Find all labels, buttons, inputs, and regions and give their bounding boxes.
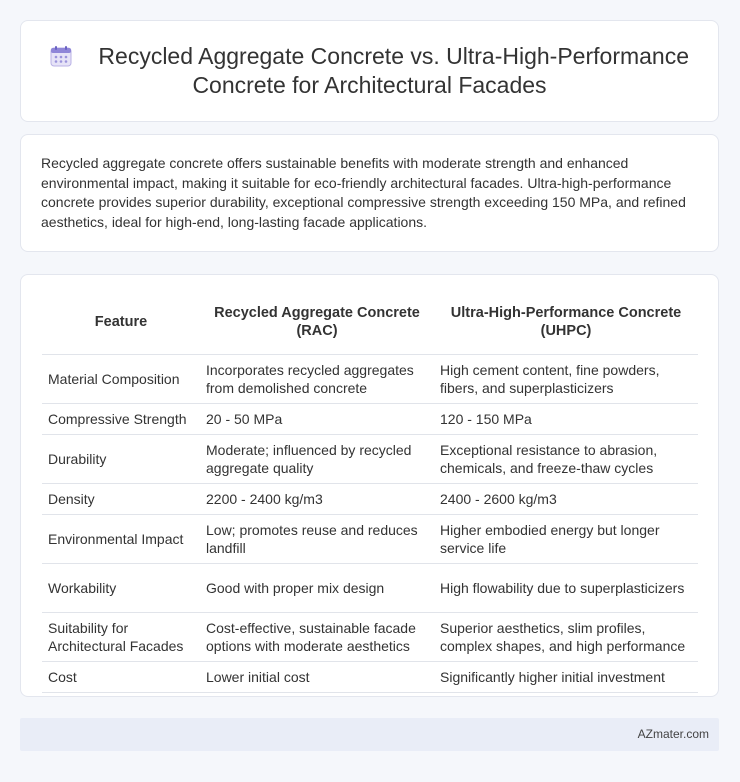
footer-brand[interactable]: AZmater.com	[637, 727, 709, 741]
table-cell: Durability	[42, 434, 200, 483]
table-cell: Exceptional resistance to abrasion, chemicals, and freeze-thaw cycles	[434, 434, 698, 483]
header-uhpc: Ultra-High-Performance Concrete (UHPC)	[434, 291, 698, 354]
table-cell: Suitability for Architectural Facades	[42, 612, 200, 661]
comparison-table	[42, 291, 698, 693]
table-row	[42, 661, 698, 692]
summary-card	[20, 134, 719, 252]
table-row	[42, 483, 698, 514]
table-row	[42, 563, 698, 612]
table-cell: Significantly higher initial investment	[434, 661, 698, 692]
table-cell: 120 - 150 MPa	[434, 403, 698, 434]
table-cell: Superior aesthetics, slim profiles, complex shapes, and high performance	[434, 612, 698, 661]
calendar-icon	[50, 45, 72, 67]
table-cell: Good with proper mix design	[200, 563, 434, 612]
title-wrap	[21, 42, 718, 100]
footer	[20, 718, 719, 751]
table-cell: Density	[42, 483, 200, 514]
table-card	[20, 274, 719, 697]
table-cell: Moderate; influenced by recycled aggregate quality	[200, 434, 434, 483]
table-cell: Compressive Strength	[42, 403, 200, 434]
table-cell: Cost-effective, sustainable facade options with moderate aesthetics	[200, 612, 434, 661]
header-rac: Recycled Aggregate Concrete (RAC)	[200, 291, 434, 354]
table-row	[42, 403, 698, 434]
table-cell: Cost	[42, 661, 200, 692]
table-cell: Material Composition	[42, 354, 200, 403]
table-row	[42, 612, 698, 661]
table-cell: Low; promotes reuse and reduces landfill	[200, 514, 434, 563]
table-cell: Workability	[42, 563, 200, 612]
summary-text: Recycled aggregate concrete offers sustainable benefits with moderate strength and enhanced environmental impact, making it suitable for eco-friendly architectural facades. Ultra-high-performance concrete provides superior durability, exceptional compressive strength exceeding 150 MPa, and refined aesthetics, ideal for high-end, long-lasting facade applications.	[41, 155, 686, 230]
table-row	[42, 514, 698, 563]
table-row	[42, 434, 698, 483]
table-row	[42, 354, 698, 403]
table-cell: 2200 - 2400 kg/m3	[200, 483, 434, 514]
table-cell: 2400 - 2600 kg/m3	[434, 483, 698, 514]
table-cell: Environmental Impact	[42, 514, 200, 563]
table-cell: 20 - 50 MPa	[200, 403, 434, 434]
table-cell: Higher embodied energy but longer service life	[434, 514, 698, 563]
title-card	[20, 20, 719, 122]
table-cell: Incorporates recycled aggregates from demolished concrete	[200, 354, 434, 403]
table-header-row	[42, 291, 698, 354]
table-cell: Lower initial cost	[200, 661, 434, 692]
table-cell: High flowability due to superplasticizers	[434, 563, 698, 612]
page-title: Recycled Aggregate Concrete vs. Ultra-High-Performance Concrete for Architectural Facades	[98, 43, 690, 98]
header-feature: Feature	[42, 291, 200, 354]
table-cell: High cement content, fine powders, fibers, and superplasticizers	[434, 354, 698, 403]
